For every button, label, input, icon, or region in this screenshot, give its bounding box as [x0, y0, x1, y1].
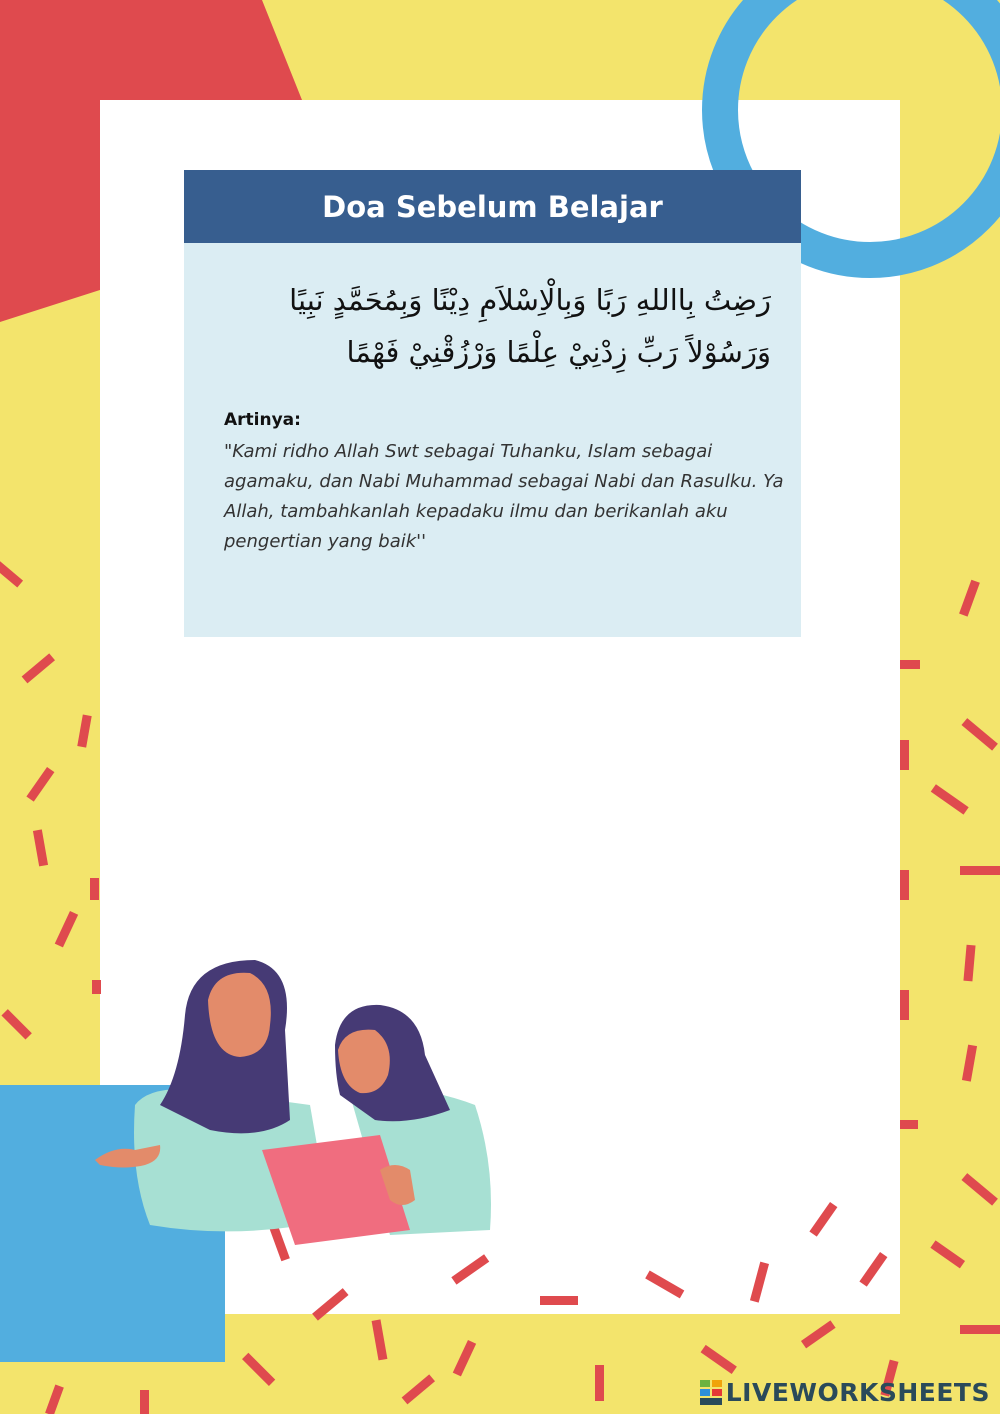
mother-daughter-reading-illustration [90, 955, 500, 1255]
card-title: Doa Sebelum Belajar [184, 170, 801, 243]
arabic-prayer-text [208, 274, 771, 378]
brand-name: LIVEWORKSHEETS [725, 1378, 990, 1407]
liveworksheets-brand [700, 1378, 990, 1407]
arabic-line-1: رَضِتُ بِااللهِ رَبًا وَبِالْاِسْلاَمِ دِيْنًا وَبِمُحَمَّدٍ نَبِيًا [289, 283, 771, 317]
arabic-line-2: وَرَسُوْلاً رَبِّ زِدْنِيْ عِلْمًا وَرْزُقْنِيْ فَهْمًا [346, 335, 771, 369]
liveworksheets-logo-icon [700, 1380, 722, 1406]
prayer-card [184, 170, 801, 637]
meaning-label: Artinya: [224, 410, 301, 430]
meaning-text: "Kami ridho Allah Swt sebagai Tuhanku, Islam sebagai agamaku, dan Nabi Muhammad sebagai Nabi dan Rasulku. Ya Allah, tambahkanlah kepadaku ilmu dan berikanlah aku pengertian yang baik'' [224, 441, 784, 552]
